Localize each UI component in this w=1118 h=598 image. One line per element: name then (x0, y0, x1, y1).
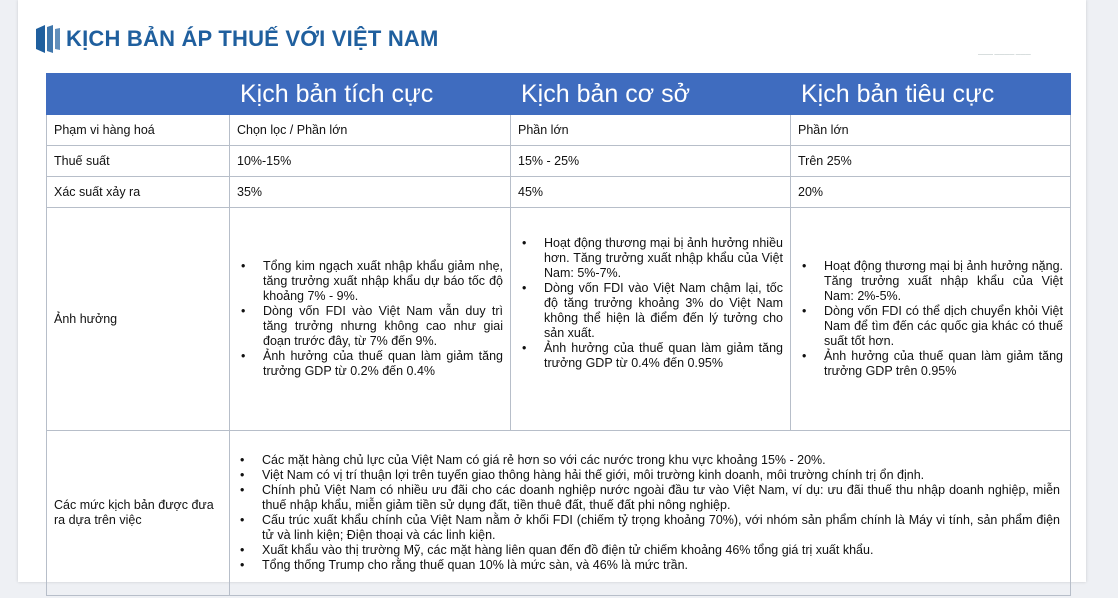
list-item: • Ảnh hưởng của thuế quan làm giảm tăng trưởng GDP từ 0.4% đến 0.95% (518, 341, 783, 371)
page-title: KỊCH BẢN ÁP THUẾ VỚI VIỆT NAM (66, 26, 439, 51)
list-item: • Cấu trúc xuất khẩu chính của Việt Nam nằm ở khối FDI (chiếm tỷ trọng khoảng 70%), với nhóm sản phẩm chính là Máy vi tính, sản phẩm điện tử và linh kiện; Điện thoại và các linh kiện. (236, 513, 1060, 543)
table-cell: Chọn lọc / Phần lớn (230, 115, 511, 146)
row-label: Phạm vi hàng hoá (47, 115, 230, 146)
list-item: • Hoạt động thương mại bị ảnh hưởng nhiều hơn. Tăng trưởng xuất nhập khẩu của Việt Nam: 5%-7%. (518, 236, 783, 281)
table-row (47, 115, 1071, 146)
list-item: • Ảnh hưởng của thuế quan làm giảm tăng trưởng GDP trên 0.95% (798, 349, 1063, 379)
column-header-empty (47, 74, 230, 115)
scenario-table (46, 73, 1071, 596)
list-item: • Ảnh hưởng của thuế quan làm giảm tăng trưởng GDP từ 0.2% đến 0.4% (237, 349, 503, 379)
list-item: • Xuất khẩu vào thị trường Mỹ, các mặt hàng liên quan đến đồ điện tử chiếm khoảng 46% tổng giá trị xuất khẩu. (236, 543, 1060, 558)
table-cell: Phần lớn (791, 115, 1071, 146)
column-header-positive: Kịch bản tích cực (230, 74, 511, 115)
impact-positive-cell (230, 208, 511, 431)
column-header-base: Kịch bản cơ sở (511, 74, 791, 115)
document-page (18, 0, 1086, 582)
impact-negative-cell (791, 208, 1071, 431)
row-label: Thuế suất (47, 146, 230, 177)
book-logo-icon (36, 25, 60, 53)
table-row (47, 177, 1071, 208)
list-item: • Tổng thống Trump cho rằng thuế quan 10% là mức sàn, và 46% là mức trần. (236, 558, 1060, 573)
column-header-negative: Kịch bản tiêu cực (791, 74, 1071, 115)
small-caption: ——— ———— ——— (978, 52, 1031, 58)
header (36, 22, 439, 56)
table-cell: 45% (511, 177, 791, 208)
list-item: • Dòng vốn FDI có thể dịch chuyển khỏi Việt Nam để tìm đến các quốc gia khác có thuế suất tốt hơn. (798, 304, 1063, 349)
list-item: • Dòng vốn FDI vào Việt Nam chậm lại, tốc độ tăng trưởng khoảng 3% do Việt Nam không thể hiện là điểm đến lý tưởng cho sản xuất. (518, 281, 783, 341)
table-row (47, 146, 1071, 177)
list-item: • Dòng vốn FDI vào Việt Nam vẫn duy trì tăng trưởng nhưng không cao như giai đoạn trước đây, từ 7% đến 9%. (237, 304, 503, 349)
table-cell: Trên 25% (791, 146, 1071, 177)
table-cell: 10%-15% (230, 146, 511, 177)
impact-base-cell (511, 208, 791, 431)
table-header-row (47, 74, 1071, 115)
list-item: • Các mặt hàng chủ lực của Việt Nam có giá rẻ hơn so với các nước trong khu vực khoảng 15% - 20%. (236, 453, 1060, 468)
table-cell: 35% (230, 177, 511, 208)
list-item: • Việt Nam có vị trí thuận lợi trên tuyến giao thông hàng hải thế giới, môi trường kinh doanh, môi trường chính trị ổn định. (236, 468, 1060, 483)
row-label: Các mức kịch bản được đưa ra dựa trên việc (47, 431, 230, 596)
row-label: Ảnh hưởng (47, 208, 230, 431)
list-item: • Chính phủ Việt Nam có nhiều ưu đãi cho các doanh nghiệp nước ngoài đầu tư vào Việt Nam, ví dụ: ưu đãi thuế thu nhập doanh nghiệp, miễn thuế nhập khẩu, miễn giảm tiền sử dụng đất, tiền thuê đất, thuế đất phi nông nghiệp. (236, 483, 1060, 513)
table-row-impact (47, 208, 1071, 431)
basis-cell (230, 431, 1071, 596)
table-row-basis (47, 431, 1071, 596)
table-cell: Phần lớn (511, 115, 791, 146)
row-label: Xác suất xảy ra (47, 177, 230, 208)
table-cell: 20% (791, 177, 1071, 208)
table-cell: 15% - 25% (511, 146, 791, 177)
list-item: • Hoạt động thương mại bị ảnh hưởng nặng. Tăng trưởng xuất nhập khẩu của Việt Nam: 2%-5%. (798, 259, 1063, 304)
list-item: • Tổng kim ngạch xuất nhập khẩu giảm nhẹ, tăng trưởng xuất nhập khẩu dự báo tốc độ khoảng 7% - 9%. (237, 259, 503, 304)
